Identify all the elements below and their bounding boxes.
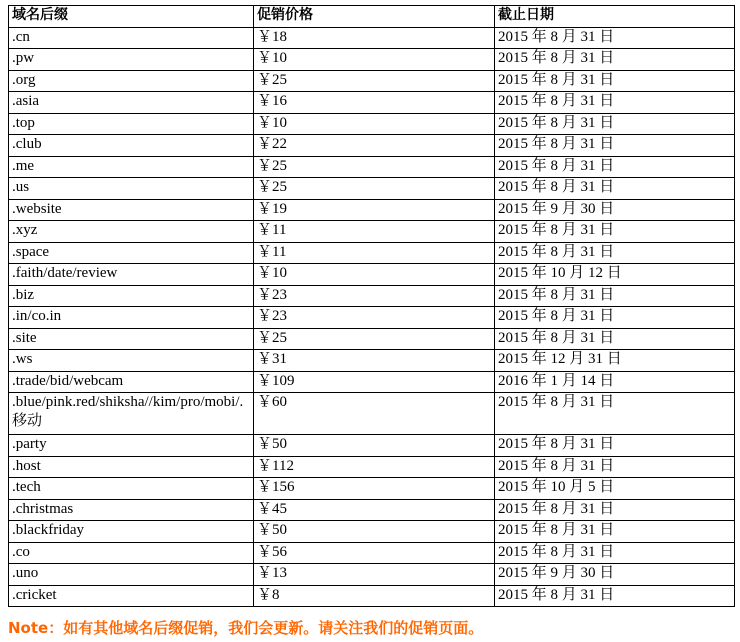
- table-row: [9, 456, 735, 478]
- promo-price-cell: ￥156: [254, 478, 495, 500]
- deadline-cell: 2015 年 8 月 31 日: [495, 456, 735, 478]
- table-row: [9, 70, 735, 92]
- domain-suffix-cell: .in/co.in: [9, 307, 254, 329]
- table-row: [9, 199, 735, 221]
- promo-price-cell: ￥11: [254, 221, 495, 243]
- header-price: 促销价格: [254, 6, 495, 28]
- table-row: [9, 393, 735, 435]
- domain-suffix-cell: .ws: [9, 350, 254, 372]
- promo-price-cell: ￥23: [254, 307, 495, 329]
- domain-suffix-cell: .host: [9, 456, 254, 478]
- deadline-cell: 2015 年 9 月 30 日: [495, 199, 735, 221]
- domain-suffix-cell: .xyz: [9, 221, 254, 243]
- promo-price-cell: ￥19: [254, 199, 495, 221]
- deadline-cell: 2015 年 8 月 31 日: [495, 542, 735, 564]
- deadline-cell: 2015 年 8 月 31 日: [495, 307, 735, 329]
- domain-suffix-cell: .pw: [9, 49, 254, 71]
- promo-price-cell: ￥25: [254, 156, 495, 178]
- domain-suffix-cell: .party: [9, 435, 254, 457]
- table-row: [9, 27, 735, 49]
- table-row: [9, 585, 735, 607]
- promo-price-cell: ￥11: [254, 242, 495, 264]
- table-body: [9, 27, 735, 607]
- table-row: [9, 221, 735, 243]
- table-row: [9, 521, 735, 543]
- deadline-cell: 2015 年 8 月 31 日: [495, 221, 735, 243]
- table-row: [9, 156, 735, 178]
- promo-price-cell: ￥45: [254, 499, 495, 521]
- table-row: [9, 478, 735, 500]
- domain-suffix-cell: .biz: [9, 285, 254, 307]
- promo-price-cell: ￥10: [254, 49, 495, 71]
- table-row: [9, 350, 735, 372]
- promo-price-cell: ￥50: [254, 435, 495, 457]
- domain-suffix-cell: .me: [9, 156, 254, 178]
- promo-price-cell: ￥109: [254, 371, 495, 393]
- promo-price-cell: ￥22: [254, 135, 495, 157]
- table-row: [9, 113, 735, 135]
- promo-price-cell: ￥31: [254, 350, 495, 372]
- domain-suffix-cell: .blue/pink.red/shiksha//kim/pro/mobi/.移动: [9, 393, 254, 435]
- header-deadline: 截止日期: [495, 6, 735, 28]
- domain-suffix-cell: .tech: [9, 478, 254, 500]
- domain-suffix-cell: .co: [9, 542, 254, 564]
- header-suffix: 域名后缀: [9, 6, 254, 28]
- table-row: [9, 242, 735, 264]
- promo-price-cell: ￥8: [254, 585, 495, 607]
- domain-suffix-cell: .cn: [9, 27, 254, 49]
- table-row: [9, 435, 735, 457]
- promo-price-cell: ￥18: [254, 27, 495, 49]
- table-row: [9, 49, 735, 71]
- table-row: [9, 564, 735, 586]
- deadline-cell: 2015 年 8 月 31 日: [495, 70, 735, 92]
- deadline-cell: 2015 年 8 月 31 日: [495, 285, 735, 307]
- promo-price-cell: ￥25: [254, 70, 495, 92]
- deadline-cell: 2015 年 8 月 31 日: [495, 113, 735, 135]
- promo-table: [8, 5, 735, 607]
- deadline-cell: 2015 年 10 月 12 日: [495, 264, 735, 286]
- table-row: [9, 499, 735, 521]
- deadline-cell: 2015 年 8 月 31 日: [495, 585, 735, 607]
- deadline-cell: 2015 年 8 月 31 日: [495, 178, 735, 200]
- deadline-cell: 2015 年 8 月 31 日: [495, 242, 735, 264]
- deadline-cell: 2015 年 8 月 31 日: [495, 92, 735, 114]
- domain-suffix-cell: .asia: [9, 92, 254, 114]
- promo-price-cell: ￥23: [254, 285, 495, 307]
- domain-suffix-cell: .website: [9, 199, 254, 221]
- promo-price-cell: ￥56: [254, 542, 495, 564]
- footer-note: Note：如有其他域名后缀促销，我们会更新。请关注我们的促销页面。: [8, 619, 484, 637]
- table-row: [9, 542, 735, 564]
- domain-suffix-cell: .cricket: [9, 585, 254, 607]
- deadline-cell: 2015 年 8 月 31 日: [495, 435, 735, 457]
- promo-price-cell: ￥25: [254, 328, 495, 350]
- domain-suffix-cell: .space: [9, 242, 254, 264]
- table-row: [9, 285, 735, 307]
- promo-price-cell: ￥13: [254, 564, 495, 586]
- promo-price-cell: ￥50: [254, 521, 495, 543]
- promo-price-cell: ￥16: [254, 92, 495, 114]
- domain-suffix-cell: .top: [9, 113, 254, 135]
- table-header-row: [9, 6, 735, 28]
- deadline-cell: 2015 年 8 月 31 日: [495, 393, 735, 435]
- deadline-cell: 2015 年 8 月 31 日: [495, 499, 735, 521]
- table-row: [9, 371, 735, 393]
- promo-price-cell: ￥10: [254, 264, 495, 286]
- domain-suffix-cell: .site: [9, 328, 254, 350]
- domain-suffix-cell: .us: [9, 178, 254, 200]
- domain-suffix-cell: .trade/bid/webcam: [9, 371, 254, 393]
- deadline-cell: 2015 年 8 月 31 日: [495, 156, 735, 178]
- promo-price-cell: ￥25: [254, 178, 495, 200]
- promo-price-cell: ￥60: [254, 393, 495, 435]
- promo-price-cell: ￥10: [254, 113, 495, 135]
- table-row: [9, 307, 735, 329]
- domain-suffix-cell: .faith/date/review: [9, 264, 254, 286]
- deadline-cell: 2015 年 9 月 30 日: [495, 564, 735, 586]
- deadline-cell: 2016 年 1 月 14 日: [495, 371, 735, 393]
- promo-price-cell: ￥112: [254, 456, 495, 478]
- deadline-cell: 2015 年 8 月 31 日: [495, 328, 735, 350]
- deadline-cell: 2015 年 8 月 31 日: [495, 27, 735, 49]
- domain-suffix-cell: .blackfriday: [9, 521, 254, 543]
- table-row: [9, 328, 735, 350]
- domain-suffix-cell: .uno: [9, 564, 254, 586]
- domain-suffix-cell: .org: [9, 70, 254, 92]
- deadline-cell: 2015 年 8 月 31 日: [495, 49, 735, 71]
- deadline-cell: 2015 年 12 月 31 日: [495, 350, 735, 372]
- deadline-cell: 2015 年 8 月 31 日: [495, 135, 735, 157]
- deadline-cell: 2015 年 10 月 5 日: [495, 478, 735, 500]
- table-row: [9, 92, 735, 114]
- table-row: [9, 178, 735, 200]
- domain-suffix-cell: .christmas: [9, 499, 254, 521]
- table-row: [9, 135, 735, 157]
- domain-suffix-cell: .club: [9, 135, 254, 157]
- deadline-cell: 2015 年 8 月 31 日: [495, 521, 735, 543]
- table-row: [9, 264, 735, 286]
